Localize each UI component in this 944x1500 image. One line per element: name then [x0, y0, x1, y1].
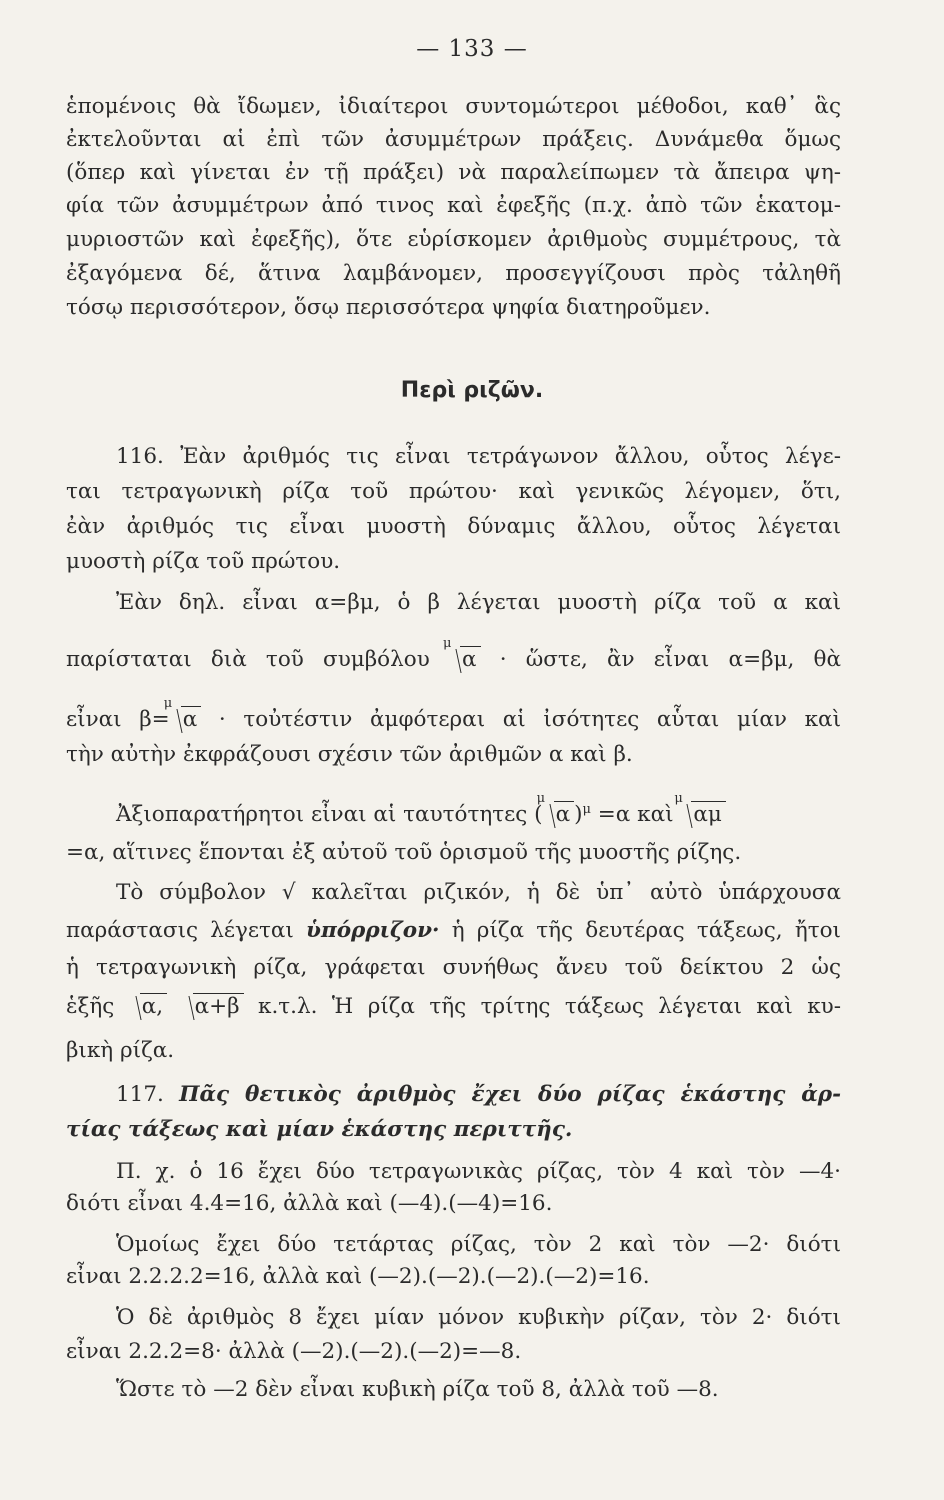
radical-index: μ [163, 696, 173, 711]
text-line: Τὸ σύμβολον √ καλεῖται ριζικόν, ἡ δὲ ὑπ᾽ αὐτὸ ὑπάρχουσα [116, 880, 841, 905]
text-line: εἶναι 2.2.2=8· ἀλλὰ (—2).(—2).(—2)=—8. [66, 1339, 522, 1364]
text-fragment: παράστασις λέγεται [66, 918, 294, 943]
radical-index: μ [442, 636, 452, 651]
text-line: ἐξαγόμενα δέ, ἅτινα λαμβάνομεν, προσεγγίζουσι πρὸς τἀληθῆ [66, 261, 841, 286]
text-fragment: · ὥστε, ἂν εἶναι α=βμ, θὰ [499, 647, 841, 672]
exponent: μ [582, 802, 591, 817]
text-line: διότι εἶναι 4.4=16, ἀλλὰ καὶ (—4).(—4)=16. [66, 1191, 553, 1216]
section-number: 117. [116, 1082, 164, 1107]
text-line: Π. χ. ὁ 16 ἔχει δύο τετραγωνικὰς ρίζας, τὸν 4 καὶ τὸν —4· [116, 1159, 841, 1184]
text-line: (ὅπερ καὶ γίνεται ἐν τῇ πράξει) νὰ παραλείπωμεν τὰ ἄπειρα ψη- [66, 160, 841, 185]
text-line: εἶναι 2.2.2.2=16, ἀλλὰ καὶ (—2).(—2).(—2).(—2)=16. [66, 1264, 650, 1289]
radical-expression [182, 992, 244, 1022]
text-fragment: ) [574, 802, 583, 828]
radical-expression [674, 791, 726, 830]
text-fragment: παρίσταται διὰ τοῦ συμβόλου [66, 647, 430, 672]
text-line [116, 791, 841, 830]
text-fragment: ἑξῆς [66, 994, 115, 1019]
page-number: — 133 — [416, 36, 528, 62]
text-line: ἐκτελοῦνται αἱ ἐπὶ τῶν ἀσυμμέτρων πράξεις. Δυνάμεθα ὅμως [66, 127, 841, 152]
text-fragment: ( [534, 802, 543, 828]
text-fragment: =α καὶ [597, 802, 674, 828]
text-line: ἐὰν ἀριθμός τις εἶναι μυοστὴ δύναμις ἄλλου, οὗτος λέγεται [66, 514, 841, 539]
text-line [116, 1080, 841, 1110]
radicand: α [181, 706, 202, 732]
text-fragment: Ἀξιοπαρατήρητοι εἶναι αἱ ταυτότητες [116, 802, 528, 828]
radicand: αμ [691, 801, 726, 827]
text-line: φία τῶν ἀσυμμέτρων ἀπό τινος καὶ ἐφεξῆς (π.χ. ἀπὸ τῶν ἑκατομ- [66, 193, 841, 218]
radicand: α [460, 646, 481, 672]
theorem-text: Πᾶς θετικὸς ἀριθμὸς ἔχει δύο ρίζας ἑκάστης ἀρ- [179, 1082, 841, 1107]
text-line: Ὁμοίως ἔχει δύο τετάρτας ρίζας, τὸν 2 καὶ τὸν —2· διότι [116, 1232, 841, 1257]
text-line [66, 696, 841, 735]
radical-expression [536, 791, 575, 830]
text-line: βικὴ ρίζα. [66, 1038, 175, 1063]
radical-expression [442, 636, 481, 675]
text-line: 116. Ἐὰν ἀριθμός τις εἶναι τετράγωνον ἄλλου, οὗτος λέγε- [116, 444, 841, 469]
radical-expression [129, 992, 167, 1022]
text-line: μυοστὴ ρίζα τοῦ πρώτου. [66, 549, 341, 574]
section-heading: Περὶ ριζῶν. [400, 378, 544, 403]
radical-index: μ [674, 791, 683, 807]
text-line [66, 916, 841, 946]
defined-term: ὑπόρριζον· [306, 918, 440, 943]
text-fragment: εἶναι β= [66, 707, 170, 732]
radicand: α [554, 801, 575, 827]
text-line: Ὥστε τὸ —2 δὲν εἶναι κυβικὴ ρίζα τοῦ 8, ἀλλὰ τοῦ —8. [116, 1377, 719, 1402]
radical-index: μ [536, 791, 546, 807]
theorem-text: τίας τάξεως καὶ μίαν ἑκάστης περιττῆς. [66, 1117, 573, 1142]
text-line: ται τετραγωνικὴ ρίζα τοῦ πρώτου· καὶ γενικῶς λέγομεν, ὅτι, [66, 479, 841, 504]
text-line: τόσῳ περισσότερον, ὅσῳ περισσότερα ψηφία διατηροῦμεν. [66, 295, 711, 320]
text-line: ἑπομένοις θὰ ἴδωμεν, ἰδιαίτεροι συντομώτεροι μέθοδοι, καθ᾽ ἃς [66, 94, 841, 119]
text-line: Ὁ δὲ ἀριθμὸς 8 ἔχει μίαν μόνον κυβικὴν ρίζαν, τὸν 2· διότι [116, 1305, 841, 1330]
text-line: Ἐὰν δηλ. εἶναι α=βμ, ὁ β λέγεται μυοστὴ ρίζα τοῦ α καὶ [116, 590, 841, 615]
radicand: α+β [193, 993, 244, 1019]
text-fragment: · τοὐτέστιν ἀμφότεραι αἱ ἰσότητες αὗται μίαν καὶ [218, 707, 841, 732]
text-line [66, 992, 841, 1022]
text-fragment: ἡ ρίζα τῆς δευτέρας τάξεως, ἤτοι [451, 918, 841, 943]
text-line: ἡ τετραγωνικὴ ρίζα, γράφεται συνήθως ἄνευ τοῦ δείκτου 2 ὡς [66, 955, 841, 980]
radical-expression [163, 696, 202, 735]
text-line: =α, αἵτινες ἕπονται ἐξ αὐτοῦ τοῦ ὁρισμοῦ τῆς μυοστῆς ρίζης. [66, 840, 742, 865]
text-line: μυριοστῶν καὶ ἐφεξῆς), ὅτε εὑρίσκομεν ἀριθμοὺς συμμέτρους, τὰ [66, 227, 841, 252]
text-fragment: κ.τ.λ. Ἡ ρίζα τῆς τρίτης τάξεως λέγεται καὶ κυ- [258, 994, 841, 1019]
radicand: α, [140, 993, 167, 1019]
text-line: τὴν αὐτὴν ἐκφράζουσι σχέσιν τῶν ἀριθμῶν α καὶ β. [66, 742, 633, 767]
text-line [66, 636, 841, 675]
